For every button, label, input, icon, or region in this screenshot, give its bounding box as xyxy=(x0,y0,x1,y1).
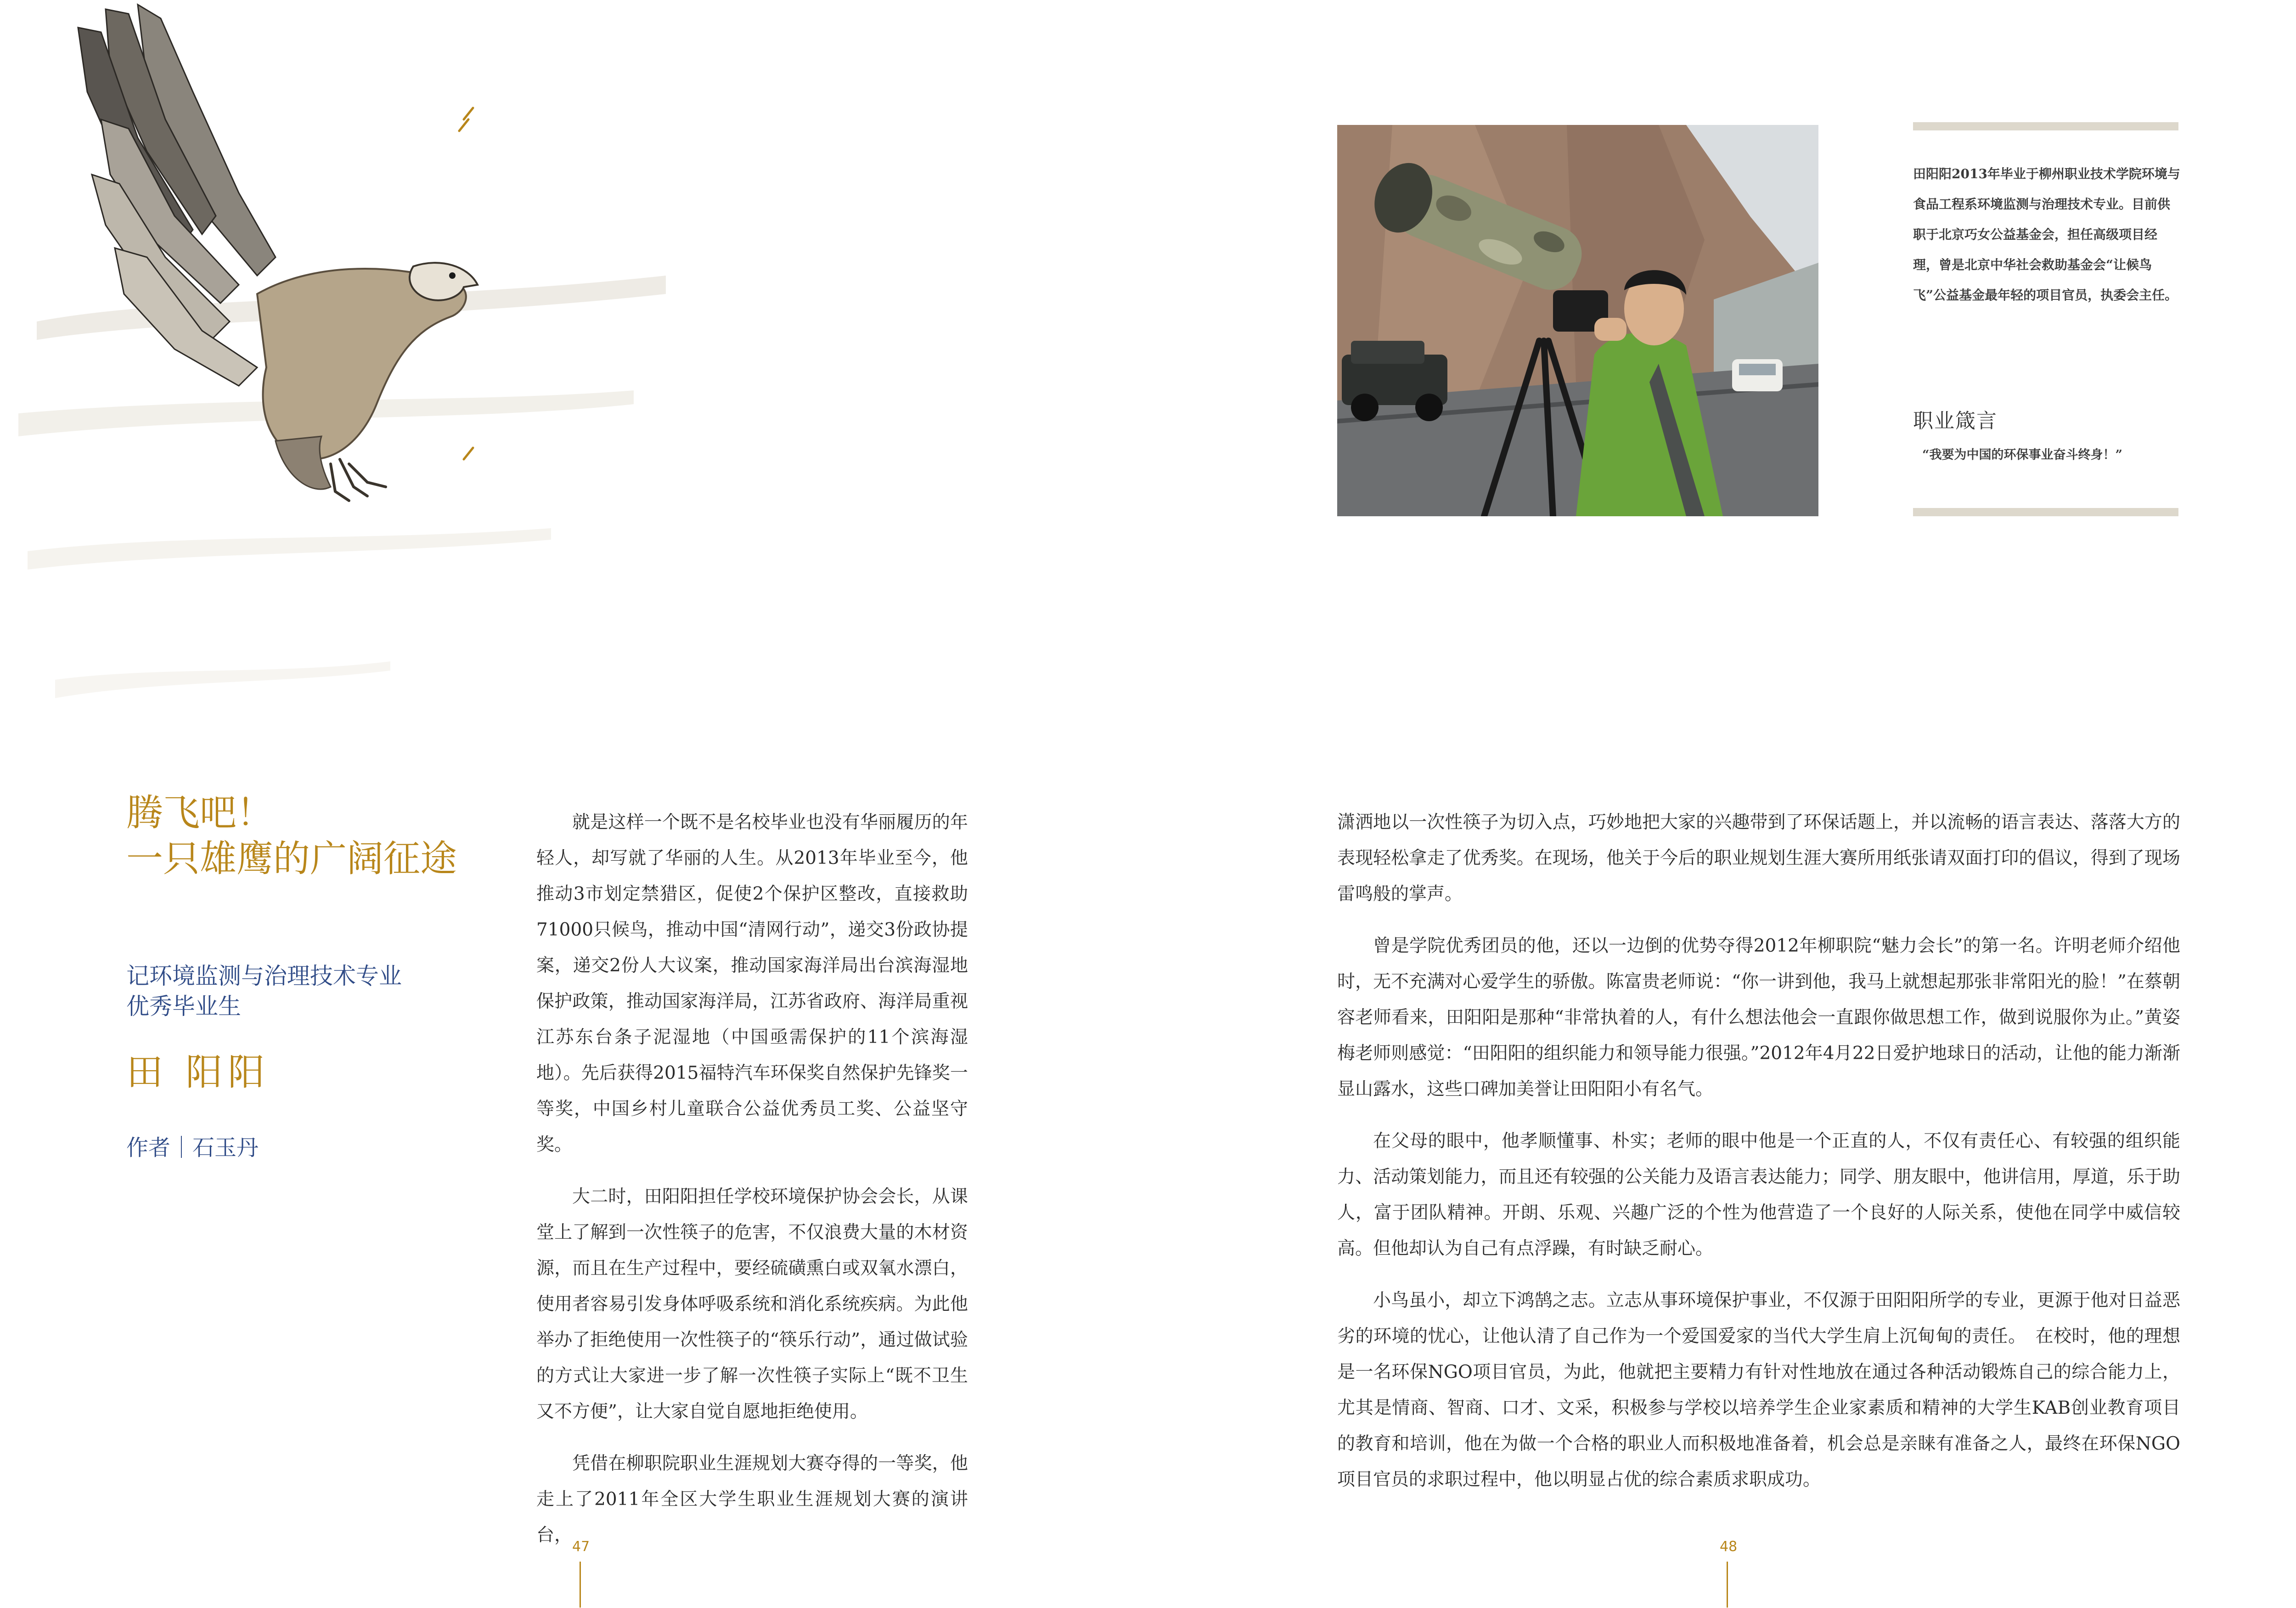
page-number-rule xyxy=(580,1562,581,1608)
motto-heading: 职业箴言 xyxy=(1913,409,1998,433)
person-name: 田 阳阳 xyxy=(126,1051,270,1094)
body-paragraph: 曾是学院优秀团员的他，还以一边倒的优势夺得2012年柳职院“魅力会长”的第一名。许明老师介绍他时，无不充满对心爱学生的骄傲。陈富贵老师说：“你一讲到他，我马上就想起那张非常阳光的脸！”在蔡朝容老师看来，田阳阳是那种“非常执着的人，有什么想法他会一直跟你做思想工作，做到说服你为止。”黄姿梅老师则感觉：“田阳阳的组织能力和领导能力很强。”2012年4月22日爱护地球日的活动，让他的能力渐渐显山露水，这些口碑加美誉让田阳阳小有名气。 xyxy=(1337,936,2180,1100)
body-paragraph: 就是这样一个既不是名校毕业也没有华丽履历的年轻人，却写就了华丽的人生。从2013年毕业至今，他推动3市划定禁猎区，促使2个保护区整改，直接救助71000只候鸟，推动中国“清网行动”，递交3份政协提案，递交2份人大议案，推动国家海洋局出台滨海湿地保护政策，推动国家海洋局，江苏省政府、海洋局重视江苏东台条子泥湿地（中国亟需保护的11个滨海湿地）。先后获得2015福特汽车环保奖自然保护先锋奖一等奖，中国乡村儿童联合公益优秀员工奖、公益坚守奖。 xyxy=(536,812,968,1155)
body-paragraph: 大二时，田阳阳担任学校环境保护协会会长，从课堂上了解到一次性筷子的危害，不仅浪费大量的木材资源，而且在生产过程中，要经硫磺熏白或双氧水漂白，使用者容易引发身体呼吸系统和消化系统疾病。为此他举办了拒绝使用一次性筷子的“筷乐行动”，通过做试验的方式让大家进一步了解一次性筷子实际上“既不卫生又不方便”，让大家自觉自愿地拒绝使用。 xyxy=(536,1186,968,1422)
eagle-illustration xyxy=(0,0,716,753)
subtitle-line-2: 优秀毕业生 xyxy=(126,993,241,1020)
body-column-left xyxy=(536,805,968,1569)
byline: 作者｜石玉丹 xyxy=(126,1135,259,1161)
body-paragraph: 在父母的眼中，他孝顺懂事、朴实；老师的眼中他是一个正直的人，不仅有责任心、有较强的组织能力、活动策划能力，而且还有较强的公关能力及语言表达能力；同学、朋友眼中，他讲信用，厚道，乐于助人，富于团队精神。开朗、乐观、兴趣广泛的个性为他营造了一个良好的人际关系，使他在同学中威信较高。但他却认为自己有点浮躁，有时缺乏耐心。 xyxy=(1337,1131,2180,1259)
article-title-line-1: 腾飞吧！ xyxy=(126,791,273,834)
page-number-left: 47 xyxy=(572,1539,590,1555)
bio-bottom-rule xyxy=(1913,508,2178,516)
body-column-right xyxy=(1337,805,2180,1514)
photo-birdwatcher xyxy=(1337,125,1818,516)
motto-quote: “我要为中国的环保事业奋斗终身！” xyxy=(1922,448,2123,462)
page-number-rule xyxy=(1727,1562,1728,1608)
bio-top-rule xyxy=(1913,122,2178,130)
body-paragraph: 小鸟虽小，却立下鸿鹄之志。立志从事环境保护事业，不仅源于田阳阳所学的专业，更源于他对日益恶劣的环境的忧心，让他认清了自己作为一个爱国爱家的当代大学生肩上沉甸甸的责任。 在校时，他的理想是一名环保NGO项目官员，为此，他就把主要精力有针对性地放在通过各种活动锻炼自己的综合能力上，尤其是情商、智商、口才、文采，积极参与学校以培养学生企业家素质和精神的大学生KAB创业教育项目的教育和培训，他在为做一个合格的职业人而积极地准备着，机会总是亲睐有准备之人，最终在环保NGO项目官员的求职过程中，他以明显占优的综合素质求职成功。 xyxy=(1337,1290,2180,1490)
body-paragraph: 潇洒地以一次性筷子为切入点，巧妙地把大家的兴趣带到了环保话题上，并以流畅的语言表达、落落大方的表现轻松拿走了优秀奖。在现场，他关于今后的职业规划生涯大赛所用纸张请双面打印的倡议，得到了现场雷鸣般的掌声。 xyxy=(1337,812,2180,904)
page-number-right: 48 xyxy=(1720,1539,1738,1555)
body-paragraph: 凭借在柳职院职业生涯规划大赛夺得的一等奖，他走上了2011年全区大学生职业生涯规划大赛的演讲台， xyxy=(536,1453,968,1546)
bio-text: 田阳阳2013年毕业于柳州职业技术学院环境与食品工程系环境监测与治理技术专业。目前供职于北京巧女公益基金会，担任高级项目经理，曾是北京中华社会救助基金会“让候鸟飞”公益基金最年轻的项目官员，执委会主任。 xyxy=(1913,166,2180,303)
article-title-line-2: 一只雄鹰的广阔征途 xyxy=(126,837,457,880)
subtitle-line-1: 记环境监测与治理技术专业 xyxy=(126,963,402,989)
